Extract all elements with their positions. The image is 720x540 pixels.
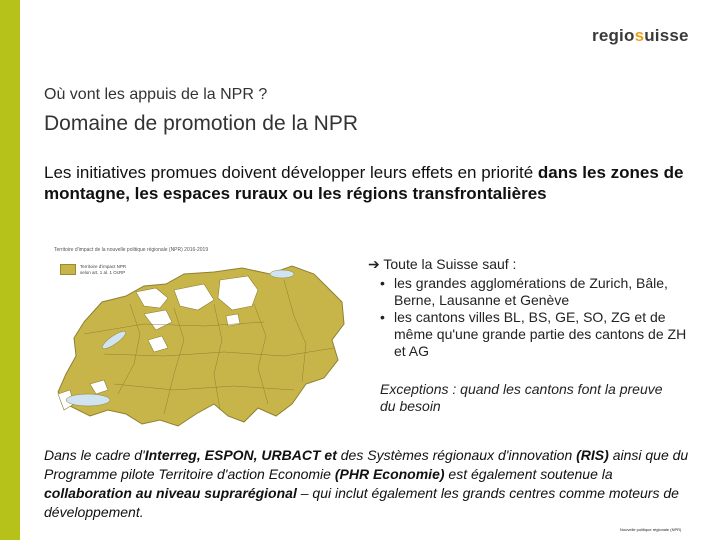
bottom-text-bold: (RIS)	[576, 447, 609, 463]
exemption-lead: ➔ Toute la Suisse sauf :	[368, 256, 517, 272]
bottom-text: ainsi que du Programme pilote Territoire d'action Economie	[44, 447, 689, 482]
regiosuisse-logo	[592, 26, 689, 46]
lake-constance	[270, 270, 294, 278]
accent-side-bar	[0, 0, 20, 540]
bottom-text: des Systèmes régionaux d'innovation	[336, 447, 577, 463]
bottom-text: est également soutenue la	[444, 466, 613, 482]
map-caption: Territoire d'impact de la nouvelle politique régionale (NPR) 2016-2019	[54, 247, 209, 253]
intro-paragraph	[44, 162, 716, 204]
switzerland-map	[44, 244, 366, 436]
bottom-text-bold: (PHR Economie)	[334, 466, 445, 482]
intro-text-bold: dans les zones de montagne, les espaces ruraux ou les régions transfrontalières	[44, 163, 684, 203]
logo-text-prefix: regio	[592, 26, 635, 45]
map-legend	[60, 264, 128, 276]
list-item: • les grandes agglomérations de Zurich, Bâle, Berne, Lausanne et Genève	[368, 275, 698, 309]
bottom-text-bold: collaboration au niveau suprarégional	[44, 485, 297, 501]
exemption-items	[368, 275, 698, 360]
bottom-text: Dans le cadre d'	[44, 447, 145, 463]
logo-mark: s	[634, 26, 645, 45]
exemption-list	[368, 256, 698, 360]
slide-title: Domaine de promotion de la NPR	[44, 112, 358, 135]
intro-text: Les initiatives promues doivent développer leurs effets en priorité	[44, 163, 538, 182]
lake-geneva	[66, 394, 110, 406]
bottom-text: – qui inclut également les grands centres comme moteurs de développement.	[44, 485, 679, 520]
footer-label: Nouvelle politique régionale (NPR)	[620, 527, 682, 532]
legend-label: Territoire d'impact NPR selon art. 1 al. 1 OcRP	[80, 264, 127, 275]
bottom-paragraph	[44, 446, 704, 522]
legend-swatch	[60, 264, 76, 275]
logo-text-suffix: uisse	[644, 26, 689, 45]
exceptions-note: Exceptions : quand les cantons font la preuve du besoin	[380, 381, 663, 414]
slide-subtitle: Où vont les appuis de la NPR ?	[44, 86, 268, 103]
list-item: • les cantons villes BL, BS, GE, SO, ZG et de même qu'une grande partie des cantons de ZH et AG	[368, 309, 698, 360]
bottom-text-bold: Interreg, ESPON, URBACT et	[144, 447, 337, 463]
